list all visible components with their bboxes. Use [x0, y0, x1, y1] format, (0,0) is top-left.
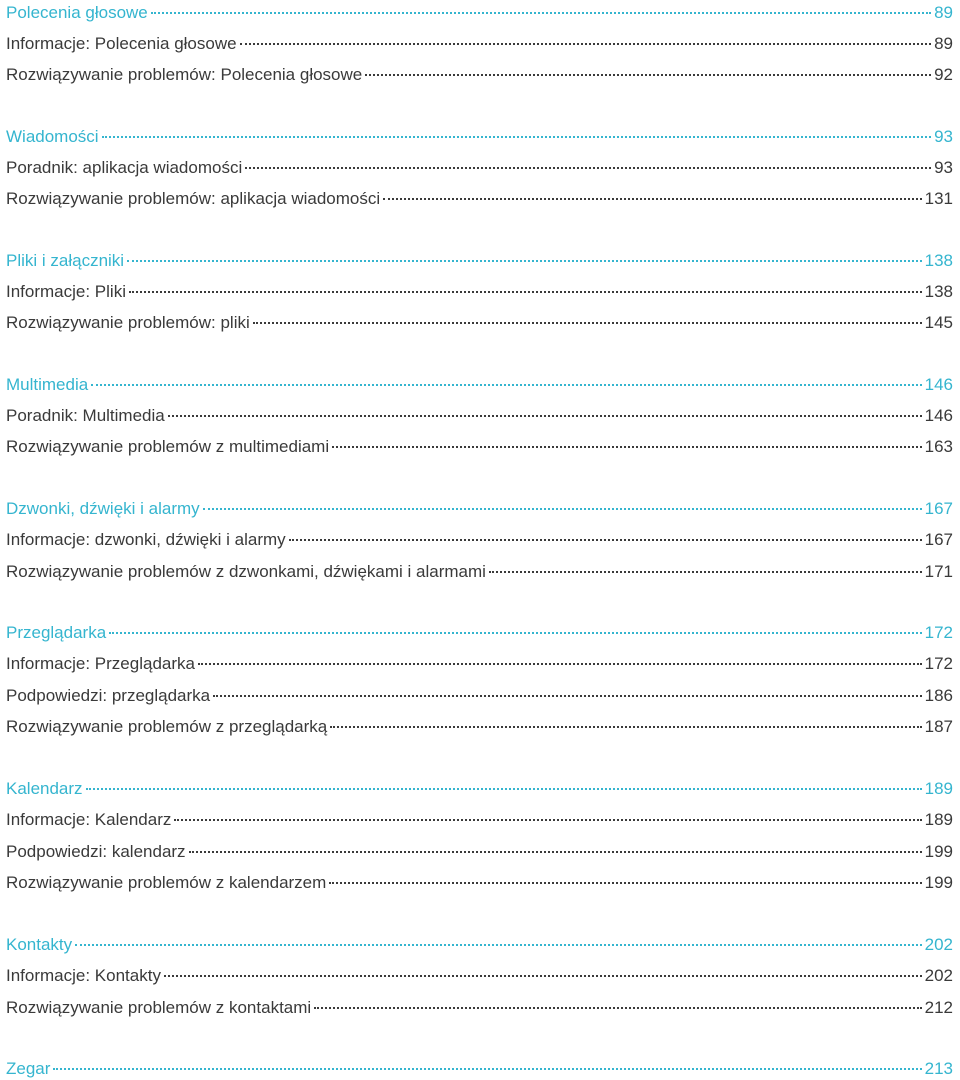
dot-leader: [174, 819, 921, 821]
entry-title: Polecenia głosowe: [6, 3, 148, 22]
toc-entry[interactable]: [6, 716, 953, 738]
toc-section-entry[interactable]: [6, 778, 953, 800]
dot-leader: [332, 446, 922, 448]
dot-leader: [151, 12, 931, 14]
entry-title: Rozwiązywanie problemów: Polecenia głosowe: [6, 65, 363, 84]
page-number: 163: [924, 437, 953, 456]
page-number: 187: [924, 717, 953, 736]
toc-section-entry[interactable]: [6, 498, 953, 520]
dot-leader: [330, 726, 921, 728]
toc-entry[interactable]: [6, 64, 953, 86]
entry-title: Rozwiązywanie problemów: pliki: [6, 313, 250, 332]
dot-leader: [383, 198, 921, 200]
page-number: 89: [934, 34, 953, 53]
entry-title: Przeglądarka: [6, 623, 107, 642]
toc-section-entry[interactable]: [6, 374, 953, 396]
dot-leader: [91, 384, 921, 386]
entry-title: Informacje: Polecenia głosowe: [6, 34, 237, 53]
dot-leader: [245, 167, 931, 169]
page-number: 167: [924, 499, 953, 518]
dot-leader: [489, 571, 922, 573]
page-number: 138: [924, 282, 953, 301]
dot-leader: [86, 788, 922, 790]
toc-section-entry[interactable]: [6, 622, 953, 644]
entry-title: Poradnik: Multimedia: [6, 406, 165, 425]
page-number: 213: [924, 1059, 953, 1078]
toc-entry[interactable]: [6, 436, 953, 458]
entry-title: Informacje: Pliki: [6, 282, 126, 301]
toc-entry[interactable]: [6, 281, 953, 303]
page-number: 172: [924, 623, 953, 642]
entry-title: Rozwiązywanie problemów z kalendarzem: [6, 873, 327, 892]
toc-entry[interactable]: [6, 653, 953, 675]
page-number: 189: [924, 810, 953, 829]
page-number: 92: [934, 65, 953, 84]
entry-title: Rozwiązywanie problemów z kontaktami: [6, 998, 312, 1017]
toc-section-entry[interactable]: [6, 934, 953, 956]
dot-leader: [240, 43, 932, 45]
page-number: 199: [924, 873, 953, 892]
entry-title: Zegar: [6, 1059, 51, 1078]
dot-leader: [198, 663, 922, 665]
entry-title: Pliki i załączniki: [6, 251, 125, 270]
page-number: 131: [924, 189, 953, 208]
page-number: 202: [924, 935, 953, 954]
page-number: 138: [924, 251, 953, 270]
entry-title: Wiadomości: [6, 127, 99, 146]
entry-title: Informacje: Przeglądarka: [6, 654, 195, 673]
entry-title: Informacje: dzwonki, dźwięki i alarmy: [6, 530, 286, 549]
entry-title: Kontakty: [6, 935, 73, 954]
page-number: 202: [924, 966, 953, 985]
toc-entry[interactable]: [6, 312, 953, 334]
dot-leader: [109, 632, 921, 634]
toc-entry[interactable]: [6, 157, 953, 179]
dot-leader: [213, 695, 922, 697]
entry-title: Rozwiązywanie problemów z przeglądarką: [6, 717, 328, 736]
toc-entry[interactable]: [6, 872, 953, 894]
page-number: 145: [924, 313, 953, 332]
page-number: 167: [924, 530, 953, 549]
dot-leader: [129, 291, 922, 293]
toc-entry[interactable]: [6, 188, 953, 210]
toc-section-entry[interactable]: [6, 1058, 953, 1080]
entry-title: Multimedia: [6, 375, 89, 394]
toc-entry[interactable]: [6, 685, 953, 707]
toc-section-entry[interactable]: [6, 2, 953, 24]
page-number: 172: [924, 654, 953, 673]
dot-leader: [253, 322, 922, 324]
page-number: 212: [924, 998, 953, 1017]
page-number: 146: [924, 406, 953, 425]
entry-title: Kalendarz: [6, 779, 83, 798]
dot-leader: [314, 1007, 921, 1009]
dot-leader: [127, 260, 922, 262]
toc-entry[interactable]: [6, 561, 953, 583]
dot-leader: [53, 1068, 921, 1070]
entry-title: Poradnik: aplikacja wiadomości: [6, 158, 243, 177]
dot-leader: [289, 539, 922, 541]
dot-leader: [189, 851, 922, 853]
page-number: 93: [934, 158, 953, 177]
entry-title: Informacje: Kalendarz: [6, 810, 172, 829]
dot-leader: [168, 415, 922, 417]
dot-leader: [365, 74, 931, 76]
toc-entry[interactable]: [6, 809, 953, 831]
dot-leader: [75, 944, 921, 946]
page-number: 89: [934, 3, 953, 22]
dot-leader: [102, 136, 931, 138]
entry-title: Rozwiązywanie problemów z multimediami: [6, 437, 330, 456]
toc-entry[interactable]: [6, 997, 953, 1019]
entry-title: Rozwiązywanie problemów z dzwonkami, dźwiękami i alarmami: [6, 562, 486, 581]
dot-leader: [329, 882, 921, 884]
toc-section-entry[interactable]: [6, 126, 953, 148]
page-number: 189: [924, 779, 953, 798]
toc-section-entry[interactable]: [6, 250, 953, 272]
entry-title: Dzwonki, dźwięki i alarmy: [6, 499, 200, 518]
dot-leader: [203, 508, 922, 510]
page-number: 199: [924, 842, 953, 861]
dot-leader: [164, 975, 922, 977]
page-number: 146: [924, 375, 953, 394]
entry-title: Informacje: Kontakty: [6, 966, 161, 985]
page-number: 171: [924, 562, 953, 581]
toc-entry[interactable]: [6, 965, 953, 987]
page-number: 186: [924, 686, 953, 705]
entry-title: Podpowiedzi: przeglądarka: [6, 686, 211, 705]
entry-title: Rozwiązywanie problemów: aplikacja wiadomości: [6, 189, 381, 208]
page-number: 93: [934, 127, 953, 146]
toc-entry[interactable]: [6, 841, 953, 863]
toc-entry[interactable]: [6, 405, 953, 427]
toc-entry[interactable]: [6, 33, 953, 55]
entry-title: Podpowiedzi: kalendarz: [6, 842, 186, 861]
toc-entry[interactable]: [6, 529, 953, 551]
